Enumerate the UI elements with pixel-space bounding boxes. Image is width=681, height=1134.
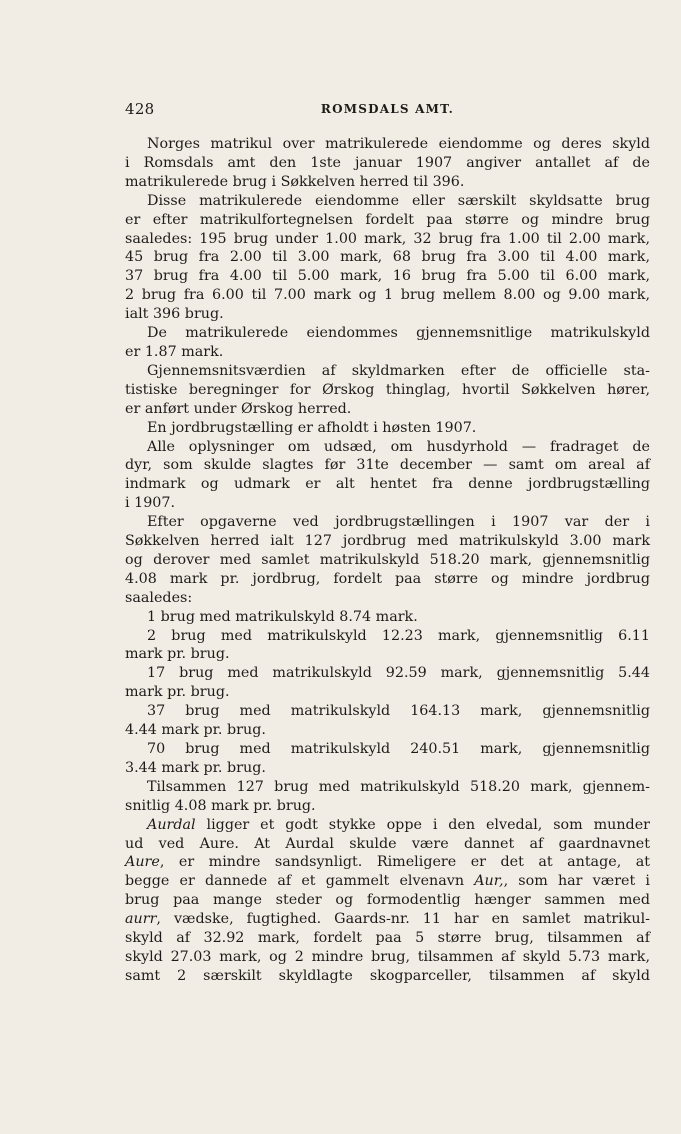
text-line: samt 2 særskilt skyldlagte skogparceller, tilsammen af skyld (125, 967, 650, 984)
text-line: Disse matrikulerede eiendomme eller særskilt skyldsatte brug (147, 192, 650, 209)
text-line: En jordbrugstælling er afholdt i høsten 1907. (147, 419, 477, 436)
text-line: saaledes: (125, 589, 193, 606)
text-line (125, 872, 650, 891)
text-line: Alle oplysninger om udsæd, om husdyrhold — fradraget de (147, 438, 650, 455)
text-line: er 1.87 mark. (125, 343, 224, 360)
text-segment: , er mindre sandsynligt. Rimeligere er det at antage, at (159, 854, 650, 871)
text-line: indmark og udmark er alt hentet fra denne jordbrugstælling (125, 476, 650, 493)
text-segment: , vædske, fugtighed. Gaards-nr. 11 har en samlet matrikul- (156, 911, 650, 928)
text-line (125, 816, 650, 835)
paragraph-brug-fordeling (125, 192, 650, 324)
text-line: mark pr. brug. (125, 684, 230, 701)
text-line: Gjennemsnitsværdien af skyldmarken efter de officielle sta- (147, 362, 650, 379)
text-body (125, 135, 650, 986)
text-line: dyr, som skulde slagtes før 31te december — samt om areal af (125, 457, 650, 474)
text-line: skyld 27.03 mark, og 2 mindre brug, tilsammen af skyld 5.73 mark, (125, 948, 650, 965)
list-item-1-brug (125, 608, 650, 627)
text-line: skyld af 32.92 mark, fordelt paa 5 større brug, tilsammen af (125, 930, 650, 947)
text-line: saaledes: 195 brug under 1.00 mark, 32 brug fra 1.00 til 2.00 mark, (125, 230, 650, 247)
text-line: ialt 396 brug. (125, 306, 224, 323)
text-line: Tilsammen 127 brug med matrikulskyld 518.20 mark, gjennem- (147, 778, 650, 795)
text-line: brug paa mange steder og formodentlig hænger sammen med (125, 892, 650, 909)
running-title: ROMSDALS AMT. (320, 102, 455, 116)
text-line: 17 brug med matrikulskyld 92.59 mark, gjennemsnitlig 5.44 (147, 665, 650, 682)
text-line: 4.08 mark pr. jordbrug, fordelt paa større og mindre jordbrug (125, 570, 650, 587)
page-header (125, 100, 650, 120)
text-line: Søkkelven herred ialt 127 jordbrug med matrikulskyld 3.00 mark (125, 533, 650, 550)
paragraph-oplysninger (125, 438, 650, 514)
italic-word: Aur, (474, 873, 504, 890)
text-line: ud ved Aure. At Aurdal skulde være dannet af gaardnavnet (125, 835, 650, 852)
text-line: Norges matrikul over matrikulerede eiendomme og deres skyld (147, 136, 650, 152)
text-line: tistiske beregninger for Ørskog thinglag, hvortil Søkkelven hører, (125, 381, 650, 398)
text-line (125, 853, 650, 872)
list-item-2-brug (125, 627, 650, 665)
text-line: Efter opgaverne ved jordbrugstællingen i 1907 var der i (147, 514, 650, 531)
list-item-17-brug (125, 664, 650, 702)
italic-word: Aurdal (147, 816, 196, 833)
text-line: 45 brug fra 2.00 til 3.00 mark, 68 brug fra 3.00 til 4.00 mark, (125, 249, 650, 266)
text-line: 2 brug med matrikulskyld 12.23 mark, gjennemsnitlig 6.11 (147, 627, 650, 644)
text-line: mark pr. brug. (125, 646, 230, 663)
paragraph-gjennemsnit (125, 324, 650, 362)
text-line: 4.44 mark pr. brug. (125, 722, 266, 739)
text-line: er anført under Ørskog herred. (125, 400, 352, 417)
paragraph-tilsammen (125, 778, 650, 816)
text-line (125, 910, 650, 929)
text-segment: , som har været i (503, 873, 650, 890)
text-line: 70 brug med matrikulskyld 240.51 mark, gjennemsnitlig (147, 741, 650, 757)
text-line: er efter matrikulfortegnelsen fordelt paa større og mindre brug (125, 211, 650, 228)
text-line: 37 brug med matrikulskyld 164.13 mark, gjennemsnitlig (147, 703, 650, 720)
italic-word: aurr (125, 911, 157, 928)
paragraph-opgaverne (125, 513, 650, 608)
text-line: De matrikulerede eiendommes gjennemsnitlige matrikulskyld (147, 325, 650, 342)
paragraph-skyldmark (125, 362, 650, 419)
paragraph-matrikul-intro (125, 135, 650, 192)
text-line: 2 brug fra 6.00 til 7.00 mark og 1 brug mellem 8.00 og 9.00 mark, (125, 287, 650, 304)
text-segment: begge er dannede af et gammelt elvenavn (125, 873, 465, 890)
list-item-70-brug (125, 740, 650, 778)
text-line: 1 brug med matrikulskyld 8.74 mark. (147, 608, 418, 625)
text-line: og derover med samlet matrikulskyld 518.20 mark, gjennemsnitlig (125, 551, 650, 568)
text-line: i Romsdals amt den 1ste januar 1907 angiver antallet af de (125, 154, 650, 171)
italic-word: Aure (125, 854, 160, 871)
page-number: 428 (125, 100, 155, 118)
text-line: i 1907. (125, 495, 176, 512)
paragraph-aurdal (125, 816, 650, 986)
text-segment: ligger et godt stykke oppe i den elvedal, som munder (206, 816, 651, 833)
list-item-37-brug (125, 702, 650, 740)
text-line: 37 brug fra 4.00 til 5.00 mark, 16 brug fra 5.00 til 6.00 mark, (125, 268, 650, 285)
text-line: snitlig 4.08 mark pr. brug. (125, 797, 316, 814)
text-line: 3.44 mark pr. brug. (125, 759, 266, 776)
paragraph-jordbrugstaelling (125, 419, 650, 438)
text-line: matrikulerede brug i Søkkelven herred til 396. (125, 173, 465, 190)
